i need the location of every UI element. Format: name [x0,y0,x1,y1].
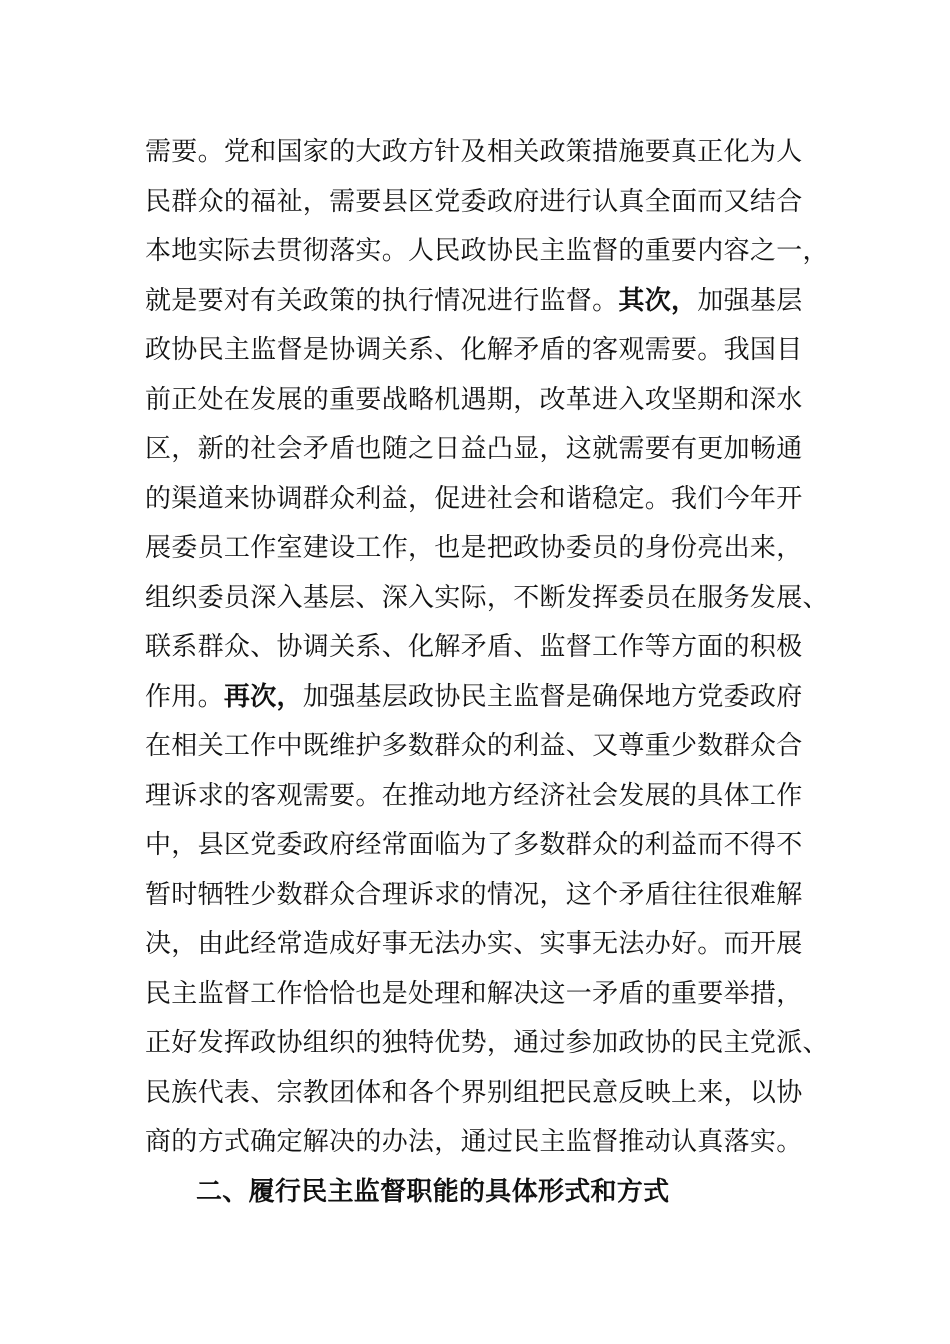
text-line [145,429,805,469]
text-run: 加强基层政协民主监督是确保地方党委政府 [302,682,803,712]
text-line [145,1023,829,1063]
text-line [145,528,805,568]
text-run: 民主监督工作恰恰也是处理和解决这一矛盾的重要举措， [145,979,803,1009]
text-run: 就是要对有关政策的执行情况进行监督。 [145,286,619,316]
text-run: 民族代表、宗教团体和各个界别组把民意反映上来，以协 [145,1078,803,1108]
text-run: 在相关工作中既维护多数群众的利益、又尊重少数群众合 [145,731,803,761]
text-run: 的渠道来协调群众利益，促进社会和谐稳定。我们今年开 [145,484,803,514]
text-run: 展委员工作室建设工作，也是把政协委员的身份亮出来， [145,533,803,563]
text-run: 民群众的福祉，需要县区党委政府进行认真全面而又结合 [145,187,803,217]
emphasis-run: 再次， [223,682,303,712]
emphasis-run: 其次， [618,286,698,316]
text-run: 决，由此经常造成好事无法办实、实事无法办好。而开展 [145,929,803,959]
text-line [145,182,805,222]
text-run: 中，县区党委政府经常面临为了多数群众的利益而不得不 [145,830,803,860]
text-line [145,1122,805,1162]
text-line [145,479,805,519]
text-line [145,974,805,1014]
text-line [145,578,829,618]
text-run: 区，新的社会矛盾也随之日益凸显，这就需要有更加畅通 [145,434,803,464]
text-run: 正好发挥政协组织的独特优势，通过参加政协的民主党派、 [145,1028,829,1058]
text-line [145,380,805,420]
text-run: 加强基层 [697,286,803,316]
text-line [145,231,829,271]
text-line [145,875,805,915]
text-line [145,677,805,717]
text-run: 前正处在发展的重要战略机遇期，改革进入攻坚期和深水 [145,385,803,415]
text-line [145,726,805,766]
section-heading: 二、履行民主监督职能的具体形式和方式 [196,1177,670,1207]
text-line [145,281,805,321]
text-run: 政协民主监督是协调关系、化解矛盾的客观需要。我国目 [145,335,803,365]
text-line [145,330,805,370]
text-line [145,825,805,865]
text-run: 商的方式确定解决的办法，通过民主监督推动认真落实。 [145,1127,803,1157]
text-run: 暂时牺牲少数群众合理诉求的情况，这个矛盾往往很难解 [145,880,803,910]
text-line [145,627,805,667]
text-line [145,776,805,816]
text-run: 联系群众、协调关系、化解矛盾、监督工作等方面的积极 [145,632,803,662]
text-line [145,924,805,964]
text-run: 理诉求的客观需要。在推动地方经济社会发展的具体工作 [145,781,803,811]
text-line [145,132,805,172]
text-line [145,1073,805,1113]
text-run: 作用。 [145,682,224,712]
text-run: 组织委员深入基层、深入实际，不断发挥委员在服务发展、 [145,583,829,613]
text-run: 本地实际去贯彻落实。人民政协民主监督的重要内容之一， [145,236,829,266]
text-run: 需要。党和国家的大政方针及相关政策措施要真正化为人 [145,137,803,167]
